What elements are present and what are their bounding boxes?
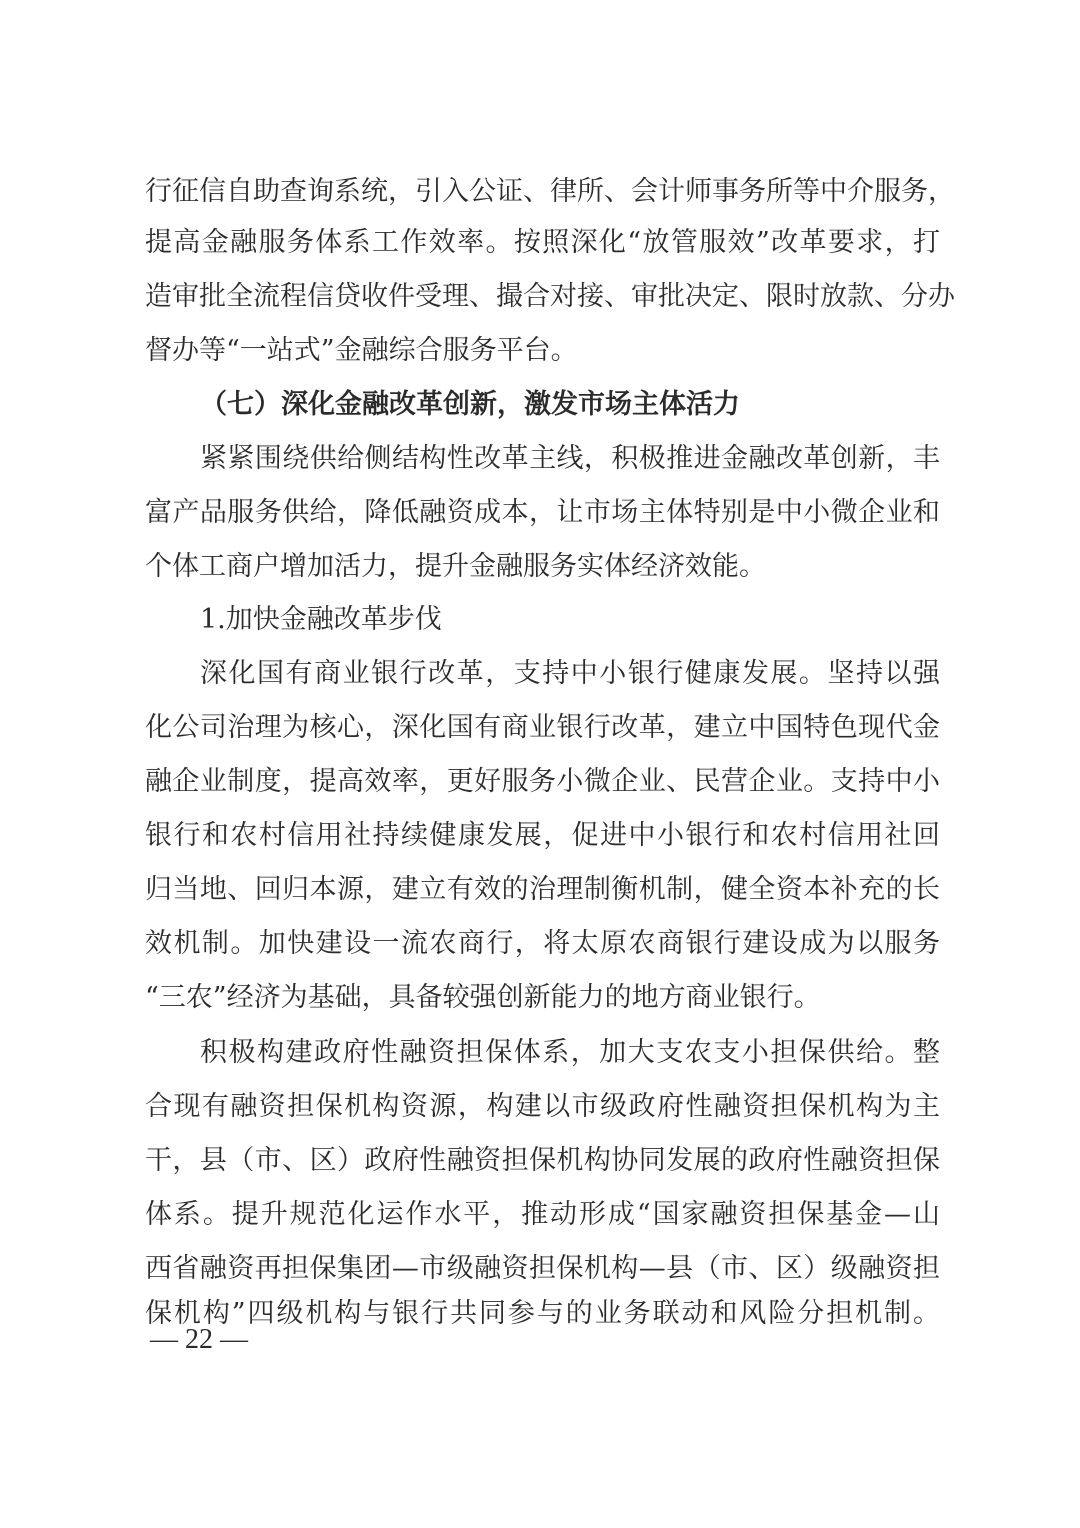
text-line: 紧紧围绕供给侧结构性改革主线，积极推进金融改革创新，丰 [200, 443, 940, 474]
text-line: 督办等“一站式”金融综合服务平台。 [145, 335, 578, 366]
text-line: 西省融资再担保集团—市级融资担保机构—县（市、区）级融资担 [145, 1253, 940, 1284]
text-line: 效机制。加快建设一流农商行，将太原农商银行建设成为以服务 [145, 928, 940, 959]
page-number: — 22 — [150, 1324, 248, 1355]
text-line: 深化国有商业银行改革，支持中小银行健康发展。坚持以强 [200, 658, 940, 689]
text-line: 化公司治理为核心，深化国有商业银行改革，建立中国特色现代金 [145, 712, 940, 743]
text-line: 保机构”四级机构与银行共同参与的业务联动和风险分担机制。 [145, 1298, 940, 1329]
text-line: 行征信自助查询系统，引入公证、律所、会计师事务所等中介服务， [145, 176, 955, 207]
text-line: 积极构建政府性融资担保体系，加大支农支小担保供给。整 [200, 1037, 940, 1068]
text-line: 归当地、回归本源，建立有效的治理制衡机制，健全资本补充的长 [145, 874, 940, 905]
text-line: 提高金融服务体系工作效率。按照深化“放管服效”改革要求，打 [145, 227, 940, 258]
subsection-heading: 1.加快金融改革步伐 [200, 604, 442, 635]
text-line: “三农”经济为基础，具备较强创新能力的地方商业银行。 [145, 982, 821, 1013]
text-line: 干，县（市、区）政府性融资担保机构协同发展的政府性融资担保 [145, 1145, 940, 1176]
text-line: 富产品服务供给，降低融资成本，让市场主体特别是中小微企业和 [145, 497, 940, 528]
text-line: 个体工商户增加活力，提升金融服务实体经济效能。 [145, 551, 766, 582]
section-heading: （七）深化金融改革创新，激发市场主体活力 [200, 389, 740, 420]
text-line: 合现有融资担保机构资源，构建以市级政府性融资担保机构为主 [145, 1091, 940, 1122]
text-line: 体系。提升规范化运作水平，推动形成“国家融资担保基金—山 [145, 1199, 940, 1230]
text-line: 融企业制度，提高效率，更好服务小微企业、民营企业。支持中小 [145, 766, 940, 797]
text-line: 造审批全流程信贷收件受理、撮合对接、审批决定、限时放款、分办 [145, 281, 955, 312]
text-line: 银行和农村信用社持续健康发展，促进中小银行和农村信用社回 [145, 820, 940, 851]
